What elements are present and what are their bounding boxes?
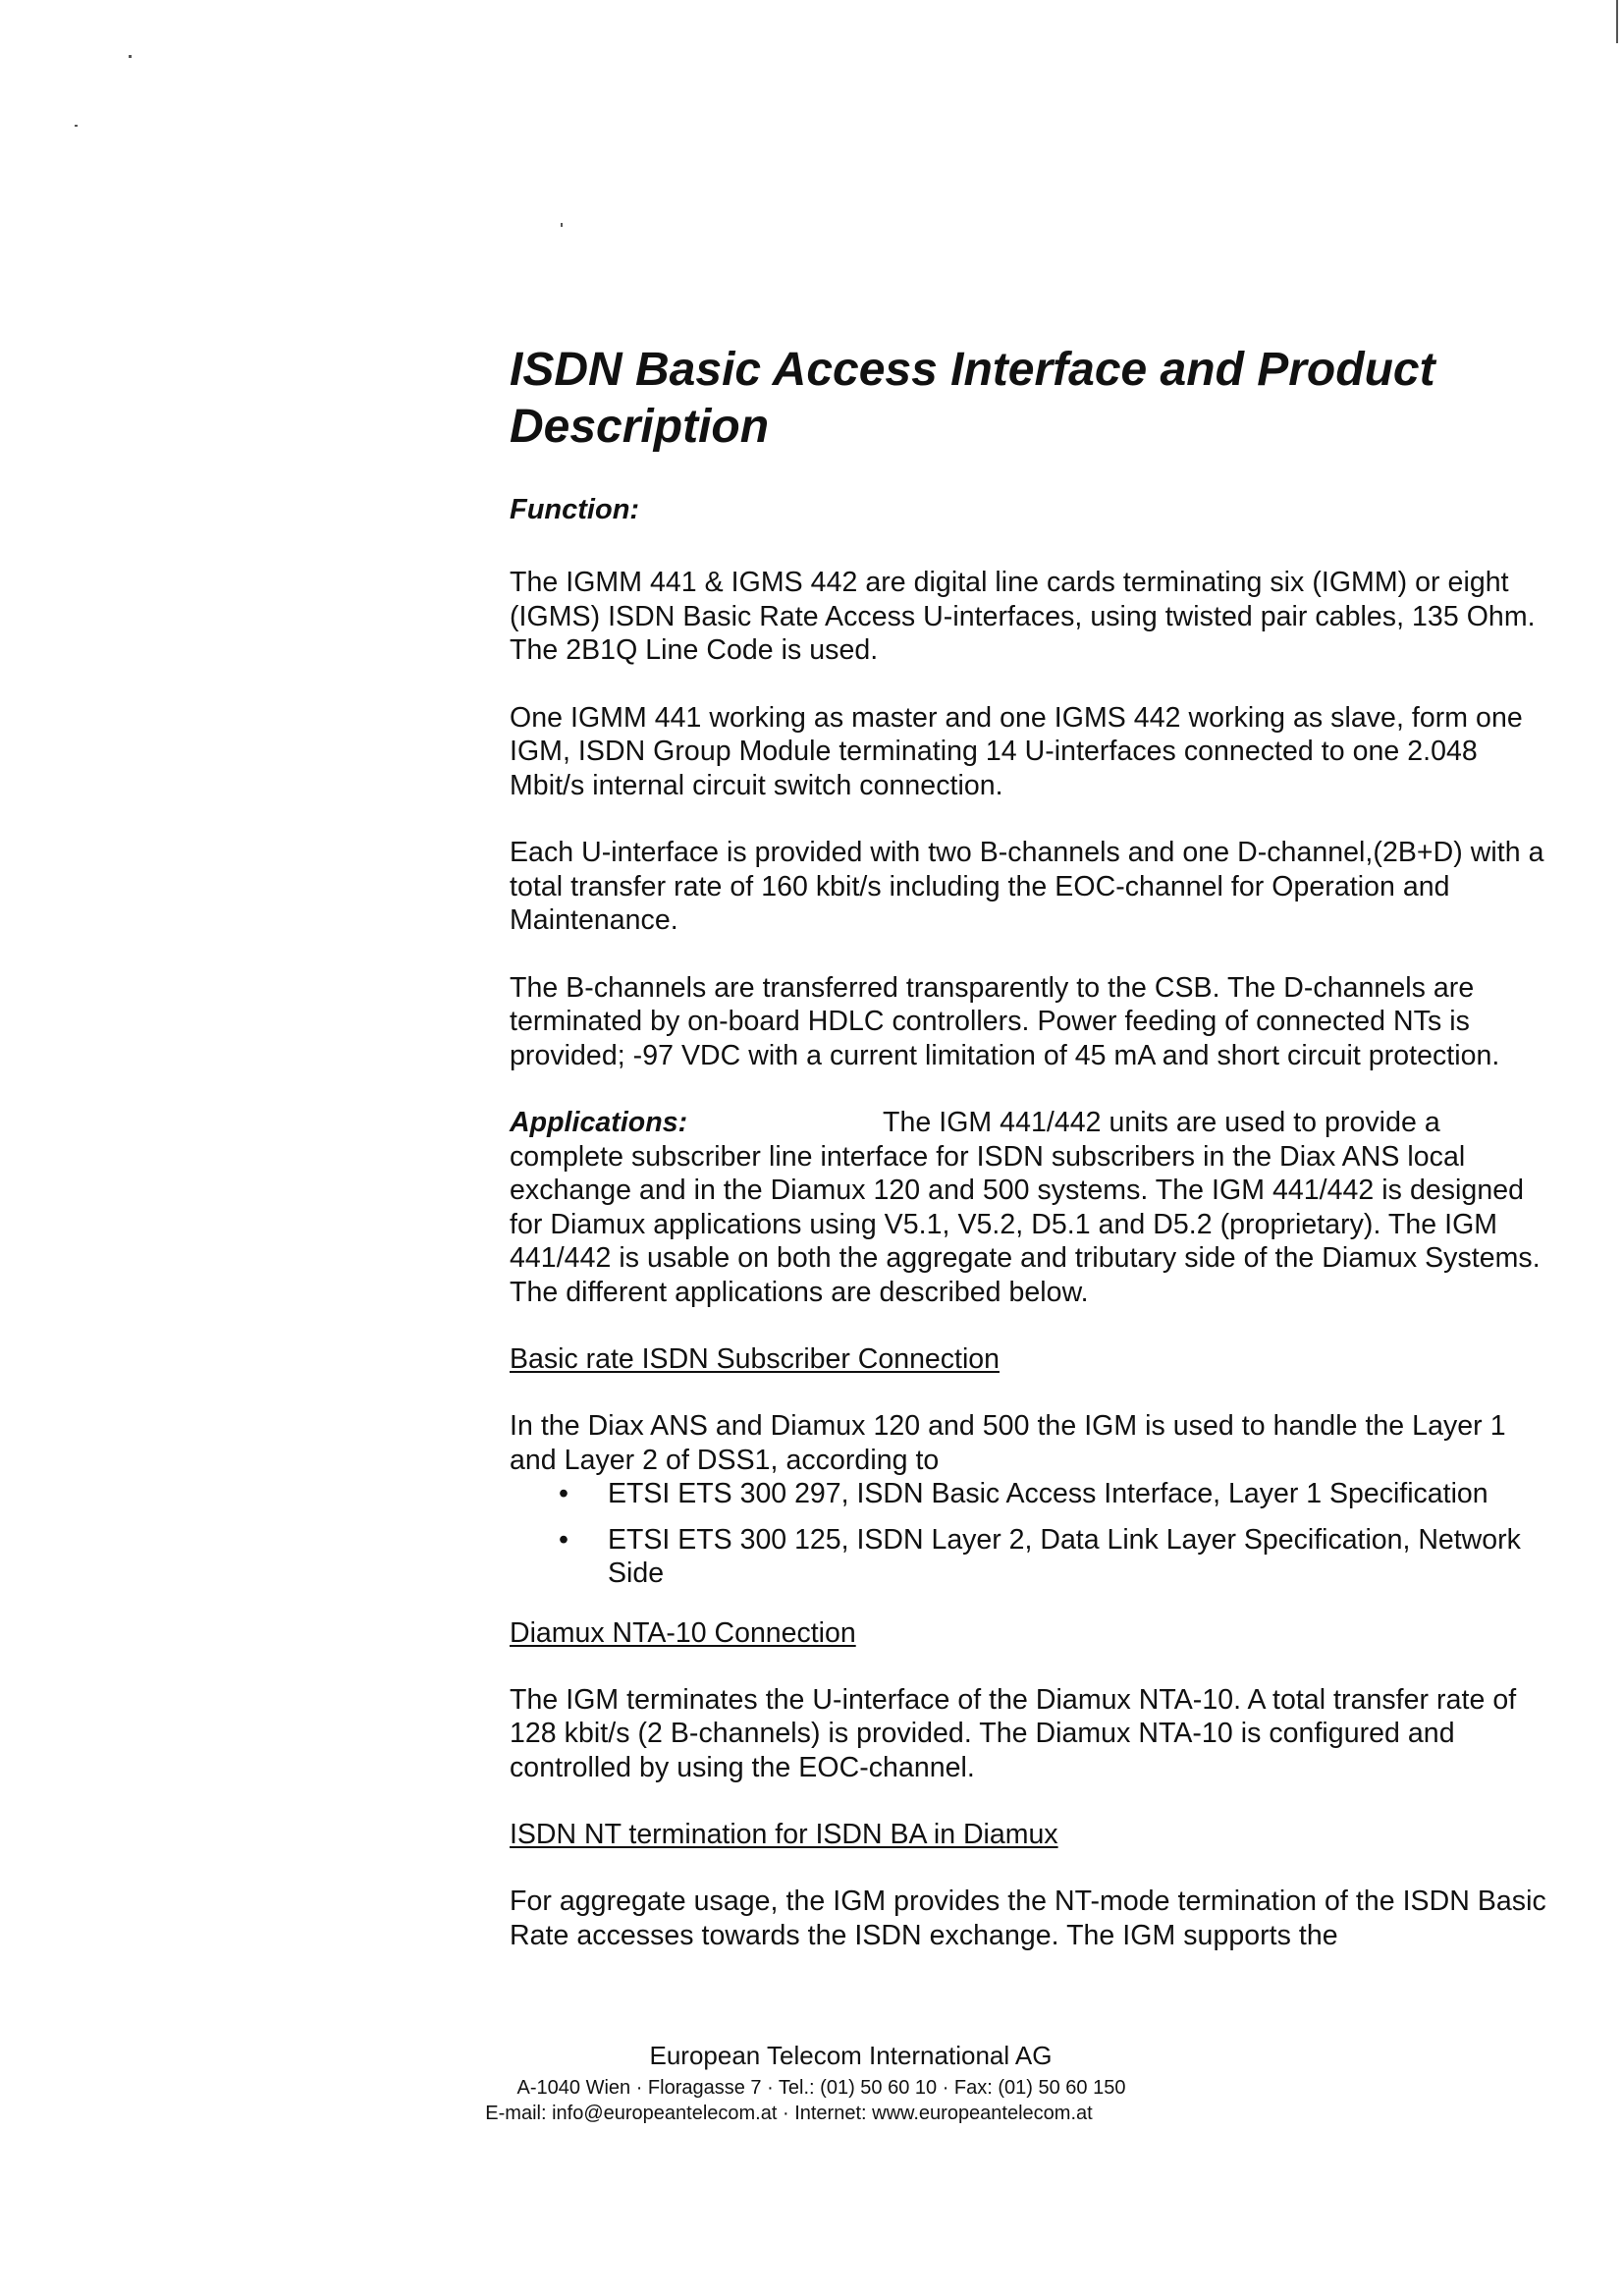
basic-rate-paragraph: In the Diax ANS and Diamux 120 and 500 the IGM is used to handle the Layer 1 and Layer 2 of DSS1, according to xyxy=(510,1410,1506,1476)
scan-edge-mark xyxy=(1616,0,1618,43)
basic-rate-heading: Basic rate ISDN Subscriber Connection xyxy=(510,1343,1000,1375)
list-item-text: ETSI ETS 300 125, ISDN Layer 2, Data Link Layer Specification, Network Side xyxy=(608,1523,1521,1589)
function-paragraph: The B-channels are transferred transparently to the CSB. The D-channels are terminated by on-board HDLC controllers. Power feeding of connected NTs is provided; -97 VDC with a current limitation of 45 mA and short circuit protection. xyxy=(510,971,1500,1071)
applications-label: Applications: xyxy=(510,1107,688,1138)
nta10-paragraph: The IGM terminates the U-interface of the Diamux NTA-10. A total transfer rate of 128 kbit/s (2 B-channels) is provided. The Diamux NTA-10 is configured and controlled by using the EOC-channel. xyxy=(510,1683,1517,1783)
footer-address: A-1040 Wien · Floragasse 7 · Tel.: (01) 50 60 10 · Fax: (01) 50 60 150 xyxy=(516,2077,1126,2099)
scan-speck xyxy=(75,125,78,127)
footer-company: European Telecom International AG xyxy=(649,2041,1053,2070)
function-paragraph: One IGMM 441 working as master and one IGMS 442 working as slave, form one IGM, ISDN Group Module terminating 14 U-interfaces connected to one 2.048 Mbit/s internal circuit switch connection. xyxy=(510,701,1523,801)
nt-termination-paragraph: For aggregate usage, the IGM provides the NT-mode termination of the ISDN Basic Rate accesses towards the ISDN exchange. The IGM supports the xyxy=(510,1886,1546,1951)
list-item xyxy=(510,1477,1550,1511)
bullet-icon: • xyxy=(559,1478,568,1509)
list-item-text: ETSI ETS 300 297, ISDN Basic Access Interface, Layer 1 Specification xyxy=(608,1478,1488,1509)
bullet-icon: • xyxy=(559,1523,568,1556)
nta10-heading: Diamux NTA-10 Connection xyxy=(510,1616,856,1649)
document-title: ISDN Basic Access Interface and Product Description xyxy=(510,344,1435,453)
list-item xyxy=(510,1523,1550,1591)
function-paragraph: The IGMM 441 & IGMS 442 are digital line cards terminating six (IGMM) or eight (IGMS) ISDN Basic Rate Access U-interfaces, using twisted pair cables, 135 Ohm. The 2B1Q Line Code is used. xyxy=(510,567,1536,666)
standards-list xyxy=(510,1477,1550,1591)
applications-text: The IGM 441/442 units are used to provide a complete subscriber line interface for ISDN subscribers in the Diax ANS local exchange and in the Diamux 120 and 500 systems. The IGM 441/442 is designed for Diamux applications using V5.1, V5.2, D5.1 and D5.2 (proprietary). The IGM 441/442 is usable on both the aggregate and tributary side of the Diamux Systems. The different applications are described below. xyxy=(510,1107,1541,1308)
nt-termination-heading: ISDN NT termination for ISDN BA in Diamux xyxy=(510,1819,1058,1850)
applications-paragraph xyxy=(510,1106,1550,1309)
function-heading: Function: xyxy=(510,494,640,525)
function-paragraph: Each U-interface is provided with two B-channels and one D-channel,(2B+D) with a total transfer rate of 160 kbit/s including the EOC-channel for Operation and Maintenance. xyxy=(510,837,1544,936)
footer-contact: E-mail: info@europeantelecom.at · Internet: www.europeantelecom.at xyxy=(485,2103,1093,2124)
scan-speck xyxy=(129,55,132,58)
scan-speck xyxy=(561,223,563,227)
document-body xyxy=(510,342,1550,1986)
